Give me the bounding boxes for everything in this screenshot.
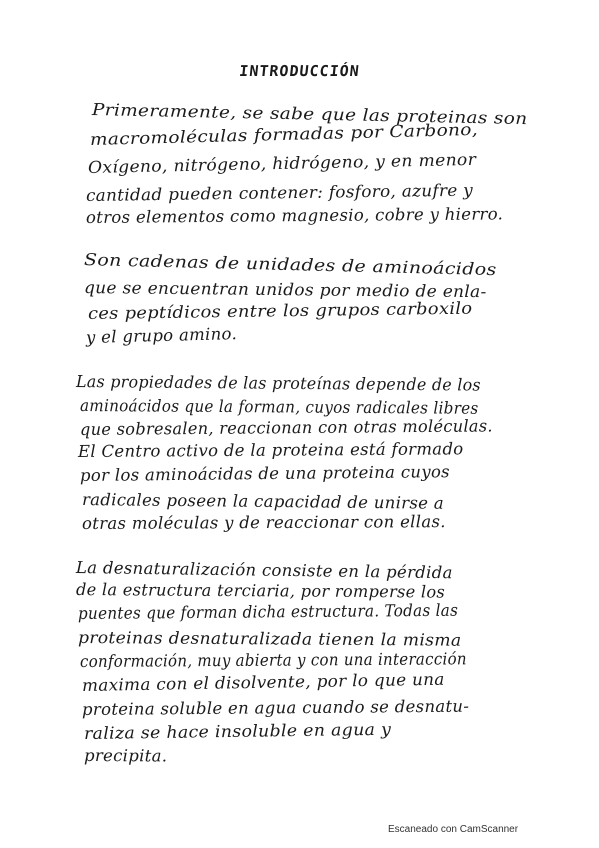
paragraph-1-line-2: macromoléculas formadas por Carbono, <box>89 119 479 149</box>
paragraph-3-line-4: El Centro activo de la proteina está formado <box>77 439 464 461</box>
paragraph-2-line-3: ces peptídicos entre los grupos carboxilo <box>87 298 473 323</box>
paragraph-3-line-5: por los aminoácidas de una proteina cuyos <box>79 462 450 485</box>
paragraph-4-line-9: precipita. <box>83 746 168 766</box>
paragraph-1-line-3: Oxígeno, nitrógeno, hidrógeno, y en menor <box>87 149 477 177</box>
paragraph-4-line-8: raliza se hace insoluble en agua y <box>83 719 392 743</box>
paragraph-3-line-2: aminoácidos que la forman, cuyos radicales libres <box>79 396 479 418</box>
paragraph-4-line-7: proteina soluble en agua cuando se desnatu- <box>81 696 470 719</box>
paragraph-4-line-4: proteinas desnaturalizada tienen la misma <box>77 628 462 650</box>
paragraph-1-line-5: otros elementos como magnesio, cobre y hierro. <box>85 204 504 227</box>
paragraph-3-line-6: radicales poseen la capacidad de unirse a <box>81 490 445 513</box>
paragraph-4-line-5: conformación, muy abierta y con una interacción <box>79 649 467 671</box>
paragraph-4-line-1: La desnaturalización consiste en la pérdida <box>75 558 453 583</box>
paragraph-2-line-4: y el grupo amino. <box>85 324 238 347</box>
paragraph-1-line-4: cantidad pueden contener: fosforo, azufre y <box>85 180 474 205</box>
scanner-watermark: Escaneado con CamScanner <box>388 824 519 835</box>
paragraph-2-line-1: Son cadenas de unidades de aminoácidos <box>83 250 497 280</box>
paragraph-3-line-7: otras moléculas y de reaccionar con ellas. <box>81 512 446 533</box>
paragraph-3-line-3: que sobresalen, reaccionan con otras moléculas. <box>79 416 493 439</box>
paragraph-3-line-1: Las propiedades de las proteínas depende de los <box>75 372 481 395</box>
page-title: INTRODUCCIÓN <box>238 62 361 80</box>
paragraph-1-line-1: Primeramente, se sabe que las proteinas son <box>91 100 528 129</box>
paragraph-4-line-2: de la estructura terciaria, por romperse los <box>75 580 446 602</box>
paragraph-2-line-2: que se encuentran unidos por medio de enla- <box>83 278 487 302</box>
paragraph-4-line-6: maxima con el disolvente, por lo que una <box>81 669 445 695</box>
paragraph-4-line-3: puentes que forman dicha estructura. Todas las <box>77 600 459 623</box>
